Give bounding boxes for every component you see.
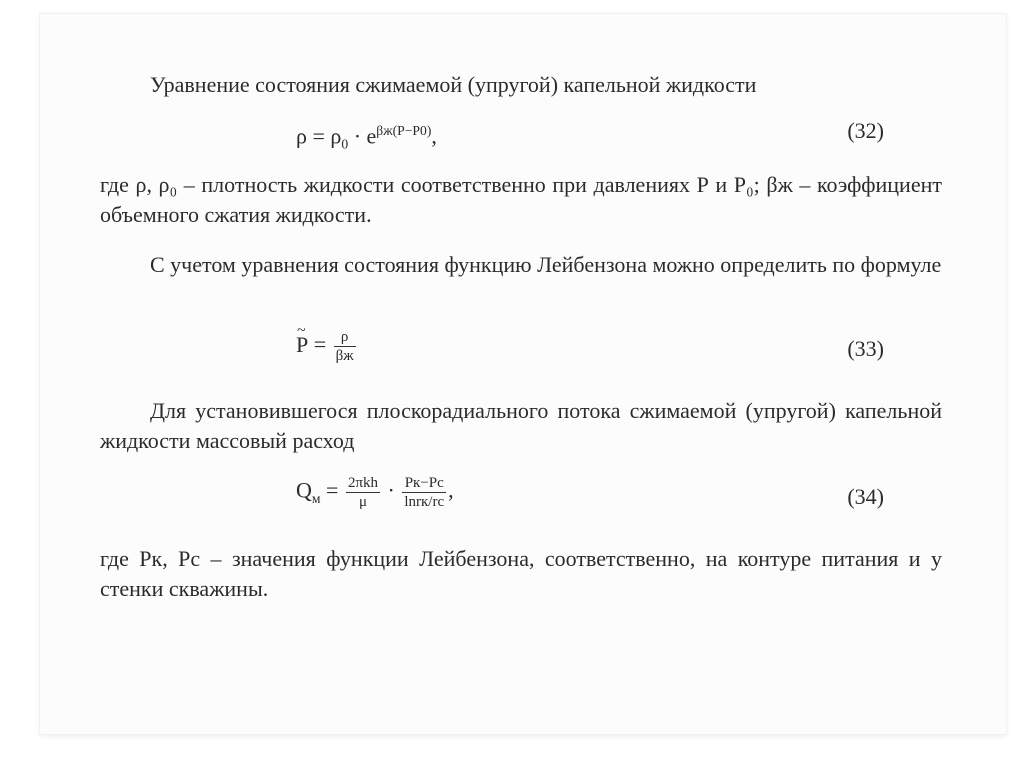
eq34-equals: = bbox=[320, 477, 344, 503]
eq34-f2-denominator: lnrк/rс bbox=[404, 494, 445, 510]
paragraph-leibenzon bbox=[100, 250, 942, 280]
paragraph-flow bbox=[100, 396, 942, 456]
eq32-sub: 0 bbox=[341, 136, 349, 152]
eq34-f2-numerator: Pк−Pс bbox=[402, 474, 446, 493]
eq32-mid: · e bbox=[348, 123, 377, 149]
equation-32-formula bbox=[296, 116, 437, 160]
eq33-denominator: βж bbox=[335, 348, 354, 364]
eq34-fraction-2 bbox=[402, 474, 446, 511]
eq34-tail: , bbox=[448, 477, 454, 503]
equation-34-number: (34) bbox=[847, 484, 884, 509]
eq34-lhs-sub: м bbox=[311, 490, 321, 506]
equation-32 bbox=[100, 116, 942, 176]
equation-33 bbox=[100, 328, 942, 388]
equation-32-number: (32) bbox=[847, 118, 884, 143]
paragraph-definitions-text: где ρ, ρ₀ – плотность жидкости соответственно при давлениях Р и Р₀; βж – коэффициент объемного сжатия жидкости. bbox=[100, 172, 942, 227]
paragraph-definitions bbox=[100, 170, 942, 230]
eq34-fraction-1 bbox=[346, 474, 380, 511]
eq32-exponent: βж(P−P0) bbox=[376, 123, 432, 138]
eq33-equals: = bbox=[308, 331, 332, 357]
paragraph-intro-text: Уравнение состояния сжимаемой (упругой) капельной жидкости bbox=[150, 72, 757, 97]
eq34-f1-numerator: 2πkh bbox=[347, 475, 379, 491]
eq33-fraction bbox=[334, 328, 356, 365]
eq34-lhs: Q bbox=[296, 477, 312, 503]
eq34-f1-denominator: μ bbox=[358, 494, 367, 510]
equation-34-formula bbox=[296, 474, 454, 514]
paragraph-leibenzon-values-text: где Pк, Pс – значения функции Лейбензона, соответственно, на контуре питания и у стенки скважины. bbox=[100, 546, 942, 601]
eq34-dot: · bbox=[382, 477, 401, 503]
eq33-lhs: ~ P bbox=[296, 330, 308, 360]
eq32-lhs: ρ = ρ bbox=[296, 123, 342, 149]
paragraph-leibenzon-text: С учетом уравнения состояния функцию Лейбензона можно определить по формуле bbox=[150, 252, 942, 277]
paragraph-intro bbox=[100, 70, 942, 100]
eq33-numerator: ρ bbox=[334, 328, 356, 347]
paragraph-flow-text: Для установившегося плоскорадиального потока сжимаемой (упругой) капельной жидкости массовый расход bbox=[100, 398, 942, 453]
eq32-tail: , bbox=[431, 123, 437, 149]
paragraph-leibenzon-values bbox=[100, 544, 942, 604]
equation-34 bbox=[100, 474, 942, 534]
equation-33-formula bbox=[296, 328, 358, 365]
equation-33-number: (33) bbox=[847, 336, 884, 361]
